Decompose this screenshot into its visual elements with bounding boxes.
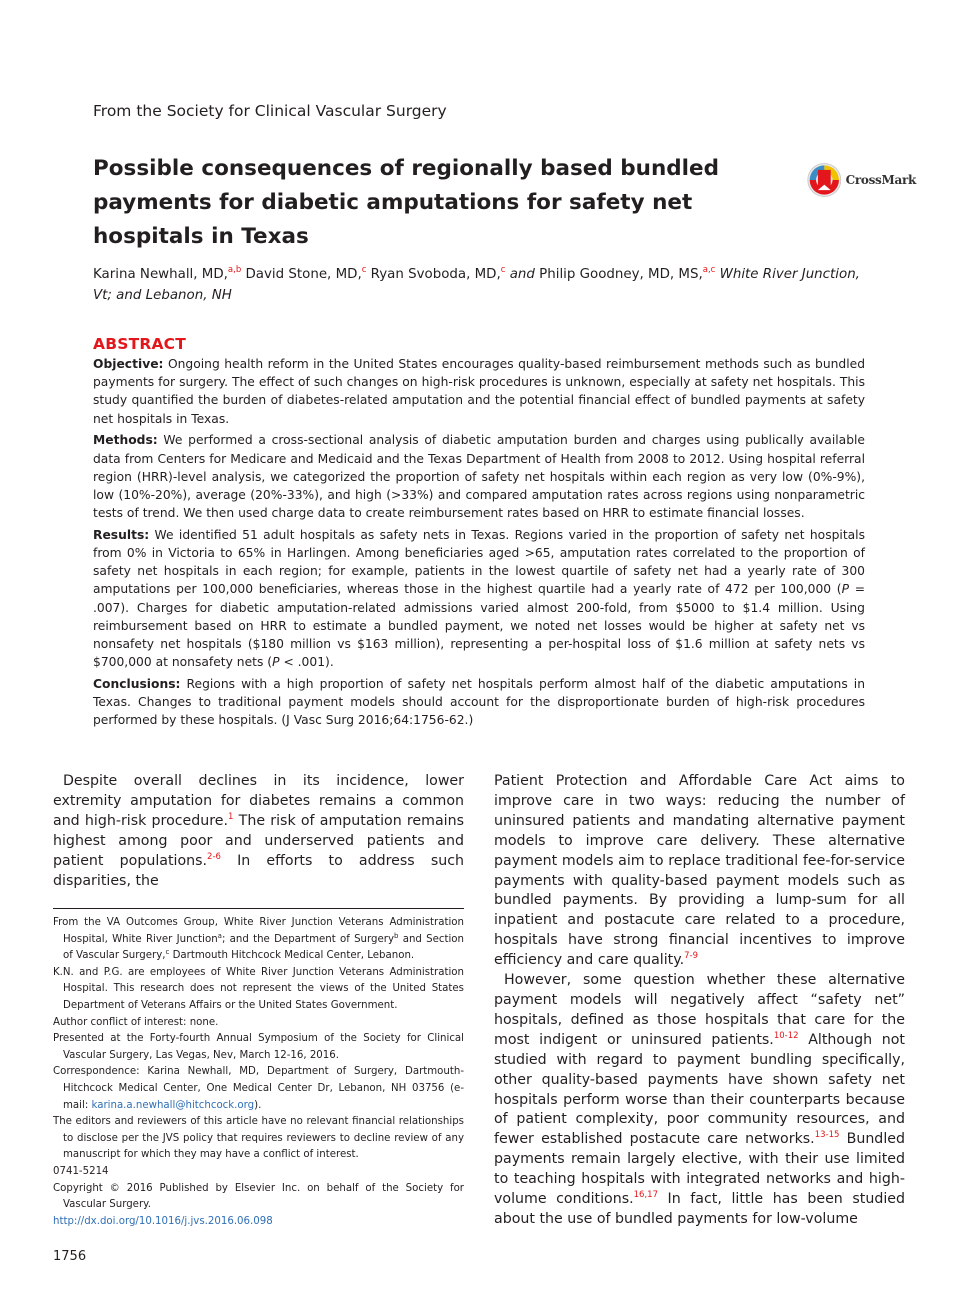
footnote-presented: Presented at the Forty-fourth Annual Symposium of the Society for Clinical Vascular Surgery, Las Vegas, Nev, March 12-16, 2016.	[53, 1033, 464, 1061]
section-label: Objective:	[93, 357, 164, 371]
citation-ref[interactable]: 1	[228, 811, 234, 822]
footnote-text: ).	[254, 1099, 262, 1111]
affiliation-mark[interactable]: c	[500, 265, 506, 275]
section-label: Results:	[93, 527, 150, 542]
citation-ref[interactable]: 2-6	[207, 851, 221, 862]
citation-ref[interactable]: 7-9	[684, 951, 698, 962]
citation-ref[interactable]: 10-12	[773, 1030, 799, 1041]
footnotes	[53, 915, 464, 1230]
section-text: < .001).	[279, 655, 334, 670]
abstract-conclusions	[93, 675, 865, 730]
body-text: In fact, little has been studied about the use of bundled payments for low-volume	[494, 1191, 905, 1227]
page-number: 1756	[53, 1249, 87, 1264]
body-left-column	[53, 772, 464, 891]
abstract-heading: ABSTRACT	[93, 335, 187, 353]
footnote-affiliations	[53, 915, 464, 965]
footnote-correspondence	[53, 1064, 464, 1114]
footnote-disclaimer: K.N. and P.G. are employees of White River Junction Veterans Administration Hospital. This research does not represent the views of the United States Department of Veterans Affairs or the United States Government.	[53, 966, 464, 1011]
footnote-editors: The editors and reviewers of this article have no relevant financial relationships to disclose per the JVS policy that requires reviewers to decline review of any manuscript for which they may have a conflict of interest.	[53, 1116, 464, 1161]
footnote-text: and Section of Vascular Surgery,	[63, 933, 464, 962]
affiliation-mark: b	[393, 931, 399, 940]
affiliation-mark[interactable]: a,c	[702, 265, 716, 275]
body-text: Bundled payments remain largely elective, with their use limited to teaching hospitals with integrated networks and high-volume conditions.	[494, 1131, 905, 1208]
body-text: Despite overall declines in its incidence, lower extremity amputation for diabetes remains a common and high-risk procedure.	[53, 773, 464, 829]
abstract-body	[93, 355, 865, 733]
footnote-conflict: Author conflict of interest: none.	[53, 1016, 219, 1028]
crossmark-badge[interactable]	[806, 160, 916, 200]
author-conjunction: and	[505, 267, 540, 282]
crossmark-icon	[806, 161, 843, 199]
crossmark-label: CrossMark	[845, 173, 916, 187]
body-text: However, some question whether these alternative payment models will negatively affect “safety net” hospitals, defined as those hospitals that care for the most indigent or uninsured patients.	[494, 972, 905, 1048]
section-label: Methods:	[93, 433, 158, 448]
affiliation-mark: c	[165, 948, 170, 957]
body-paragraph	[494, 971, 905, 1230]
abstract-results	[93, 526, 865, 672]
footnote-text: Correspondence: Karina Newhall, MD, Department of Surgery, Dartmouth-Hitchcock Medical Center, One Medical Center Dr, Lebanon, NH 03756 (e-mail:	[53, 1066, 464, 1111]
footnote-divider	[53, 908, 464, 909]
section-text: We identified 51 adult hospitals as safety nets in Texas. Regions varied in the proportion of safety net hospitals from 0% in Victoria to 65% in Harlingen. Among beneficiaries aged >65, amputation rates correlated to the proportion of safety net hospitals in each region; for example, patients in the lowest quartile of safety net had a yearly rate of 300 amputations per 100,000 beneficiaries, whereas those in the highest quartile had a yearly rate of 472 per 100,000 (	[93, 527, 865, 597]
affiliation-mark: a	[217, 931, 222, 940]
abstract-objective	[93, 355, 865, 428]
section-text: Ongoing health reform in the United States encourages quality-based reimbursement methods such as bundled payments for surgery. The effect of such changes on high-risk procedures is unknown, especially at safety net hospitals. This study quantified the burden of diabetes-related amputation and the potential financial effect of bundled payments at safety net hospitals in Texas.	[93, 357, 865, 426]
body-text: Although not studied with regard to payment bundling specifically, other quality-based payments have shown safety net hospitals perform worse than their counterparts because of patient complexity, poor community resources, and fewer established postacute care networks.	[494, 1031, 905, 1148]
society-header: From the Society for Clinical Vascular Surgery	[93, 102, 447, 120]
footnote-issn: 0741-5214	[53, 1165, 109, 1177]
author-name: Philip Goodney, MD, MS,	[539, 267, 703, 282]
footnote-text: Dartmouth Hitchcock Medical Center, Lebanon.	[169, 950, 415, 962]
p-value-symbol: P	[841, 582, 850, 597]
citation-ref[interactable]: 16,17	[633, 1190, 658, 1201]
article-title: Possible consequences of regionally based bundled payments for diabetic amputations for safety net hospitals in Texas	[93, 156, 719, 249]
footnote-text: ; and the Department of Surgery	[221, 933, 394, 945]
affiliation-mark[interactable]: a,b	[227, 265, 242, 275]
body-text: Patient Protection and Affordable Care Act aims to improve care in two ways: reducing the number of uninsured patients and mandating alternative payment models to improve care delivery. These alternative payment models aim to replace traditional fee-for-service payments with quality-based payment models such as bundled payments. By providing a lump-sum for all inpatient and postacute care related to a procedure, hospitals have strong financial incentives to improve efficiency and care quality.	[494, 773, 905, 969]
email-link[interactable]: karina.a.newhall@hitchcock.org	[91, 1099, 255, 1111]
footnote-text: From the VA Outcomes Group, White River Junction Veterans Administration Hospital, White River Junction	[53, 917, 464, 945]
body-text: The risk of amputation remains highest among poor and underserved patients and patient populations.	[53, 812, 465, 869]
section-text: We performed a cross-sectional analysis of diabetic amputation burden and charges using publically available data from Centers for Medicare and Medicaid and the Texas Department of Health from 2008 to 2012. Using hospital referral region (HRR)-level analysis, we categorized the proportion of safety net hospitals within each region as very low (0%-9%), low (10%-20%), average (20%-33%), and high (>33%) and compared amputation rates across regions using nonparametric tests of trend. We then used charge data to create reimbursement rates based on HRR to estimate financial losses.	[93, 433, 865, 521]
author-name: David Stone, MD,	[241, 267, 362, 282]
section-label: Conclusions:	[93, 676, 181, 691]
affiliation-mark[interactable]: c	[361, 265, 367, 275]
author-list	[93, 260, 868, 306]
section-text: = .007). Charges for diabetic amputation-related admissions varied almost 200-fold, from $5000 to $1.4 million. Using reimbursement based on HRR to estimate a bundled payment, we noted net losses would be higher at safety net vs nonsafety net hospitals ($180 million vs $163 million), representing a per-hospital loss of $1.6 million at safety nets vs $700,000 at nonsafety nets (	[93, 582, 865, 670]
footnote-copyright: Copyright © 2016 Published by Elsevier Inc. on behalf of the Society for Vascular Surgery.	[53, 1182, 464, 1211]
section-text: Regions with a high proportion of safety net hospitals perform almost half of the diabetic amputations in Texas. Changes to traditional payment models should account for the disproportionate burden of high-risk procedures performed by these hospitals. (J Vasc Surg 2016;64:1756-62.)	[93, 676, 865, 728]
citation-ref[interactable]: 13-15	[814, 1130, 840, 1141]
body-paragraph	[494, 772, 905, 971]
abstract-methods	[93, 431, 865, 522]
body-right-column	[494, 772, 905, 1230]
p-value-symbol: P	[272, 655, 280, 670]
body-text: In efforts to address such disparities, the	[53, 852, 464, 889]
author-location: White River Junction, Vt; and Lebanon, NH	[93, 267, 860, 303]
author-name: Ryan Svoboda, MD,	[366, 267, 501, 282]
author-name: Karina Newhall, MD,	[93, 267, 228, 282]
doi-link[interactable]: http://dx.doi.org/10.1016/j.jvs.2016.06.098	[53, 1215, 273, 1227]
